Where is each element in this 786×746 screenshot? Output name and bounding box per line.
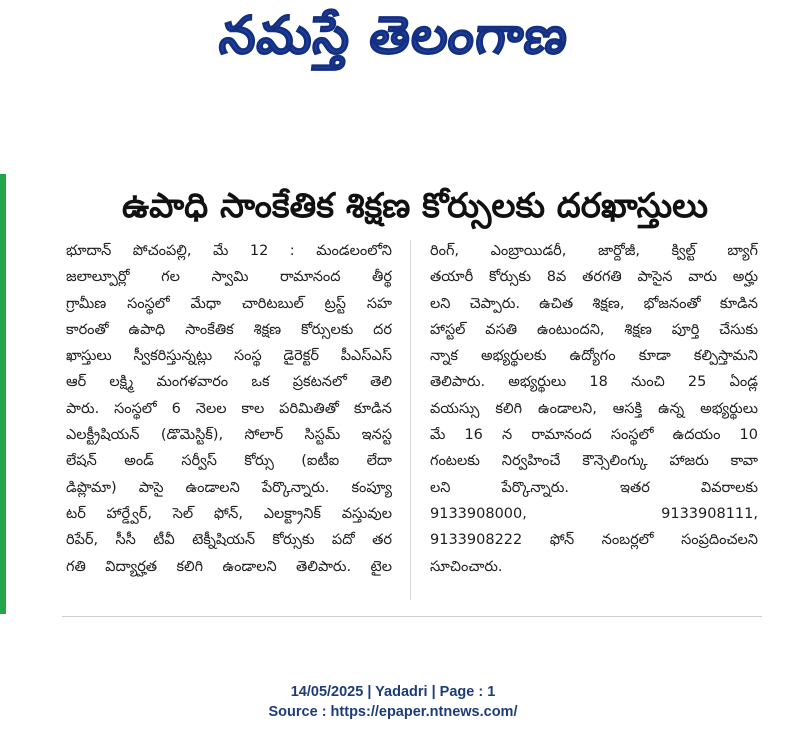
article-line: లని చెప్పారు. ఉచిత శిక్షణ, భోజనంతో కూడిన <box>430 295 758 312</box>
column-divider <box>410 240 411 600</box>
footer-date-edition: 14/05/2025 | Yadadri | Page : 1 <box>290 684 496 700</box>
article-line: కారంతో ఉపాధి సాంకేతిక శిక్షణ కోర్సులకు దర <box>66 321 392 338</box>
article-line: టర్ హార్డ్వేర్, సెల్ ఫోన్, ఎలక్ట్రానిక్ వస్తువుల <box>66 505 392 522</box>
article-line: రింగ్, ఎంబ్రాయిడరీ, జార్దోజీ, క్విల్ట్ బ్యాగ్ <box>430 243 758 259</box>
article-line: గతి విద్యార్హత కలిగి ఉండాలని తెలిపారు. టైల <box>66 558 392 575</box>
article-line: సూచించారు. <box>430 558 503 575</box>
article-line: పారు. సంస్థలో 6 నెలల కాల పరిమితితో కూడిన <box>66 400 392 417</box>
article-line: తయారీ కోర్సుకు 8వ తరగతి పాసైన వారు అర్హు <box>430 269 758 286</box>
article-line: న్నాక అభ్యర్థులకు ఉద్యోగం కూడా కల్పిస్తామని <box>430 348 758 365</box>
accent-rule <box>0 174 6 614</box>
article-line: ఆర్ లక్ష్మి మంగళవారం ఒక ప్రకటనలో తెలి <box>66 374 392 391</box>
source-footer <box>0 682 786 722</box>
article-line: మే 16 న రామానంద సంస్థలో ఉదయం 10 <box>430 427 758 444</box>
article-line: ఖాస్తులు స్వీకరిస్తున్నట్లు సంస్థ డైరెక్టర్ పీఎస్ఎస్ <box>66 348 392 365</box>
article-line: జలాల్పూర్లో గల స్వామి రామానంద తీర్థ <box>66 269 392 286</box>
article-column-right <box>430 238 758 580</box>
article-column-left <box>66 238 392 580</box>
article-line: డిప్లొమా) పాసై ఉండాలని పేర్కొన్నారు. కంప్యూ <box>66 479 392 496</box>
article-line: 9133908222 ఫోన్ నంబర్లలో సంప్రదించలని <box>430 532 758 549</box>
article-line: వయస్సు కలిగి ఉండాలని, ఆసక్తి ఉన్న అభ్యర్థులు <box>430 400 758 417</box>
article-line: ఎలక్ట్రీషియన్ (డొమెస్టిక్), సోలార్ సిస్టమ్ ఇనస్ట <box>66 427 392 444</box>
masthead-title: నమస్తే తెలంగాణ <box>216 6 572 66</box>
article-line: తెలిపారు. అభ్యర్థులు 18 నుంచి 25 ఏండ్ల <box>430 374 758 391</box>
article-headline: ఉపాధి సాంకేతిక శిక్షణ కోర్సులకు దరఖాస్తులు <box>121 186 709 226</box>
article-bottom-rule <box>62 616 762 617</box>
article-line: లని పేర్కొన్నారు. ఇతర వివరాలకు <box>430 479 758 496</box>
article-line: హాస్టల్ వసతి ఉంటుందని, శిక్షణ పూర్తి చేసుకు <box>430 321 758 338</box>
article-line: లేషన్ అండ్ సర్వీస్ కోర్సు (ఐటీఐ లేదా <box>66 453 392 470</box>
article-line: గ్రామీణ సంస్థలో మేధా చారిటబుల్ ట్రస్ట్ సహ <box>66 295 392 312</box>
article-line: 9133908000, 9133908111, <box>430 505 758 522</box>
newspaper-masthead <box>0 0 786 90</box>
article-line: రిపేర్, సీసీ టీవీ టెక్నీషియన్ కోర్సుకు పదో తర <box>66 532 392 549</box>
article-line: భూదాన్ పోచంపల్లి, మే 12 : మండలంలోని <box>66 243 392 259</box>
article-line: గంటలకు నిర్వహించే కౌన్సెలింగ్కు హాజరు కావా <box>430 453 758 470</box>
footer-source-link[interactable]: Source : https://epaper.ntnews.com/ <box>268 704 518 720</box>
